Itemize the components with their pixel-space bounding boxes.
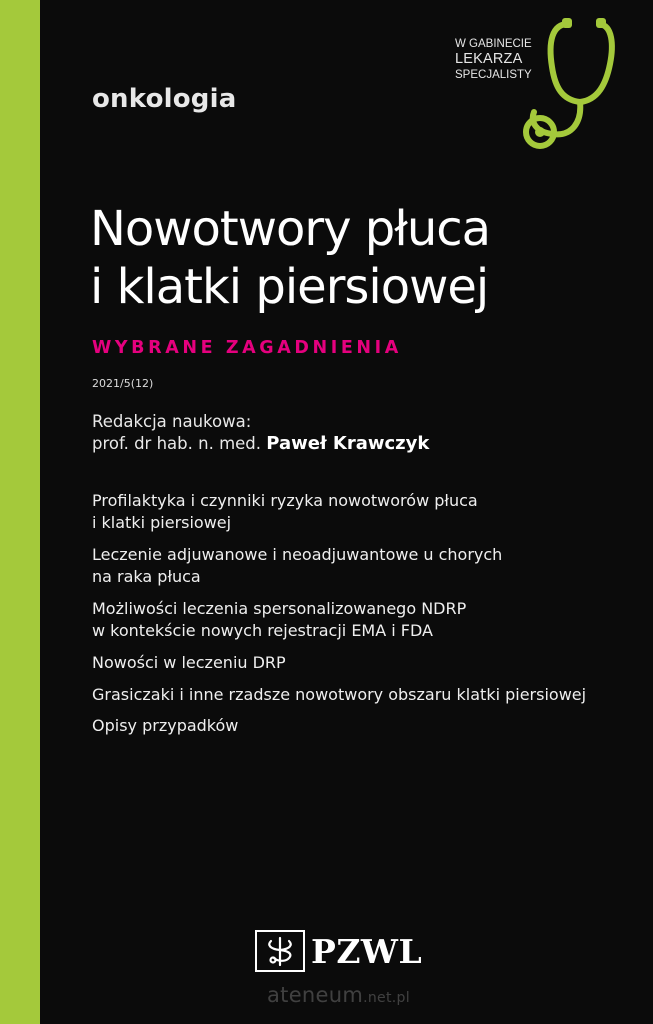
editor-label: Redakcja naukowa:	[92, 412, 252, 431]
list-item	[92, 544, 622, 587]
list-item	[92, 598, 622, 641]
collection-line-2: LEKARZA	[455, 51, 523, 67]
topic-line: w kontekście nowych rejestracji EMA i FDA	[92, 620, 433, 640]
title-line-1: Nowotwory płuca	[90, 201, 491, 257]
green-spine-bar	[0, 0, 40, 1024]
topic-line: i klatki piersiowej	[92, 512, 232, 532]
publisher-name: PZWL	[311, 931, 423, 971]
topic-line: Leczenie adjuwanowe i neoadjuwantowe u chorych	[92, 545, 503, 564]
topic-line: Grasiczaki i inne rzadsze nowotwory obszaru klatki piersiowej	[92, 684, 587, 704]
editor-prefix: prof. dr hab. n. med.	[92, 434, 262, 453]
collection-line-3: SPECJALISTY	[455, 69, 532, 81]
title-line-2: i klatki piersiowej	[90, 259, 489, 315]
editor-block	[92, 411, 429, 455]
topics-list	[92, 490, 622, 747]
topic-line: Nowości w leczeniu DRP	[92, 653, 286, 672]
list-item	[92, 715, 622, 737]
topic-line: Opisy przypadków	[92, 716, 239, 735]
watermark-main: ateneum	[267, 983, 364, 1007]
book-subtitle: WYBRANE ZAGADNIENIA	[92, 338, 402, 358]
list-item	[92, 490, 622, 533]
publisher-logo-icon	[255, 930, 305, 972]
list-item	[92, 684, 622, 706]
watermark	[267, 983, 410, 1007]
publisher-block	[255, 930, 422, 972]
series-name: onkologia	[92, 84, 237, 114]
issue-number: 2021/5(12)	[92, 377, 154, 390]
stethoscope-icon	[500, 12, 630, 162]
topic-line: Profilaktyka i czynniki ryzyka nowotworów płuca	[92, 491, 478, 510]
watermark-suffix: .net.pl	[363, 990, 410, 1006]
list-item	[92, 652, 622, 674]
editor-name: Paweł Krawczyk	[266, 433, 430, 454]
collection-line-1: W GABINECIE	[455, 38, 532, 50]
topic-line: na raka płuca	[92, 566, 201, 586]
editor-line	[92, 433, 429, 455]
topic-line: Możliwości leczenia spersonalizowanego NDRP	[92, 599, 467, 618]
book-title	[90, 200, 490, 316]
